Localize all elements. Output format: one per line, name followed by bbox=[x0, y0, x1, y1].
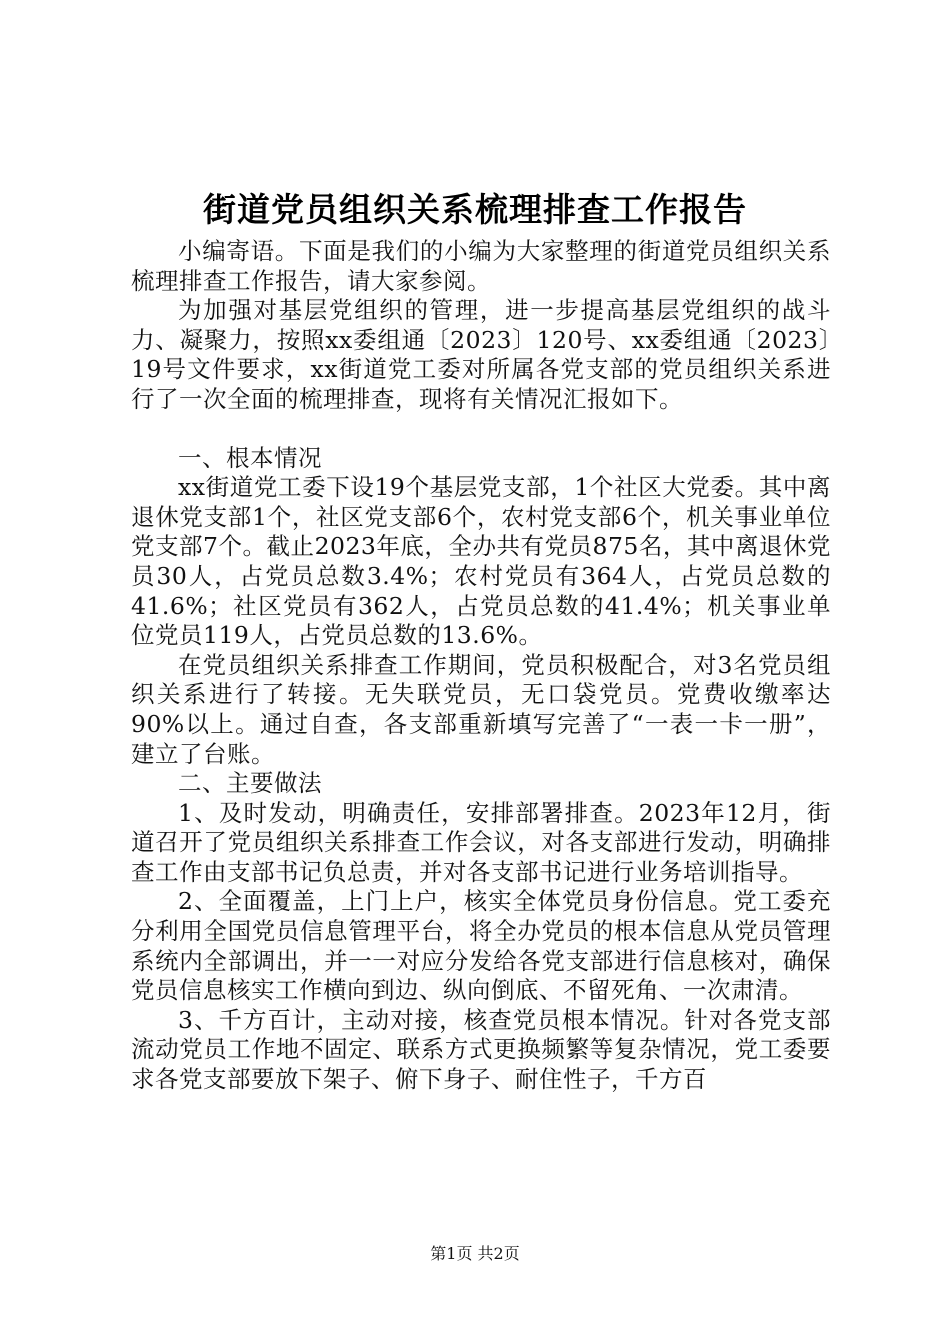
practice-item-1: 1、及时发动，明确责任，安排部署排查。2023年12月，街道召开了党员组织关系排查工作会议，对各支部进行发动，明确排查工作由支部书记负总责，并对各支部书记进行业务培训指导。 bbox=[131, 798, 831, 886]
document-title: 街道党员组织关系梳理排查工作报告 bbox=[203, 190, 747, 229]
practice-item-2: 2、全面覆盖，上门上户，核实全体党员身份信息。党工委充分利用全国党员信息管理平台，将全办党员的根本信息从党员管理系统内全部调出，并一一对应分发给各党支部进行信息核对，确保党员信息核实工作横向到边、纵向倒底、不留死角、一次肃清。 bbox=[131, 887, 831, 1005]
section-heading-basic-situation: 一、根本情况 bbox=[178, 443, 322, 472]
practice-item-3: 3、千方百计，主动对接，核查党员根本情况。针对各党支部流动党员工作地不固定、联系方式更换频繁等复杂情况，党工委要求各党支部要放下架子、俯下身子、耐住性子，千方百 bbox=[131, 1005, 831, 1094]
document-body bbox=[131, 237, 831, 1095]
purpose-paragraph: 为加强对基层党组织的管理，进一步提高基层党组织的战斗力、凝聚力，按照xx委组通〔2023〕120号、xx委组通〔2023〕19号文件要求，xx街道党工委对所属各党支部的党员组织关系进行了一次全面的梳理排查，现将有关情况汇报如下。 bbox=[131, 296, 831, 413]
page-footer: 第1页 共2页 bbox=[430, 1244, 520, 1263]
statistics-paragraph: xx街道党工委下设19个基层党支部，1个社区大党委。其中离退休党支部1个，社区党支部6个，农村党支部6个，机关事业单位党支部7个。截止2023年底，全办共有党员875名，其中离退休党员30人，占党员总数3.4%；农村党员有364人，占党员总数的41.6%；社区党员有362人，占党员总数的41.4%；机关事业单位党员119人，占党员总数的13.6%。 bbox=[131, 473, 831, 650]
paragraph-gap bbox=[131, 415, 831, 444]
section-heading-main-practices: 二、主要做法 bbox=[178, 769, 322, 798]
intro-paragraph: 小编寄语。下面是我们的小编为大家整理的街道党员组织关系梳理排查工作报告，请大家参阅。 bbox=[131, 237, 831, 295]
investigation-result-paragraph: 在党员组织关系排查工作期间，党员积极配合，对3名党员组织关系进行了转接。无失联党员，无口袋党员。党费收缴率达90%以上。通过自查，各支部重新填写完善了“一表一卡一册”，建立了台账。 bbox=[131, 650, 831, 768]
